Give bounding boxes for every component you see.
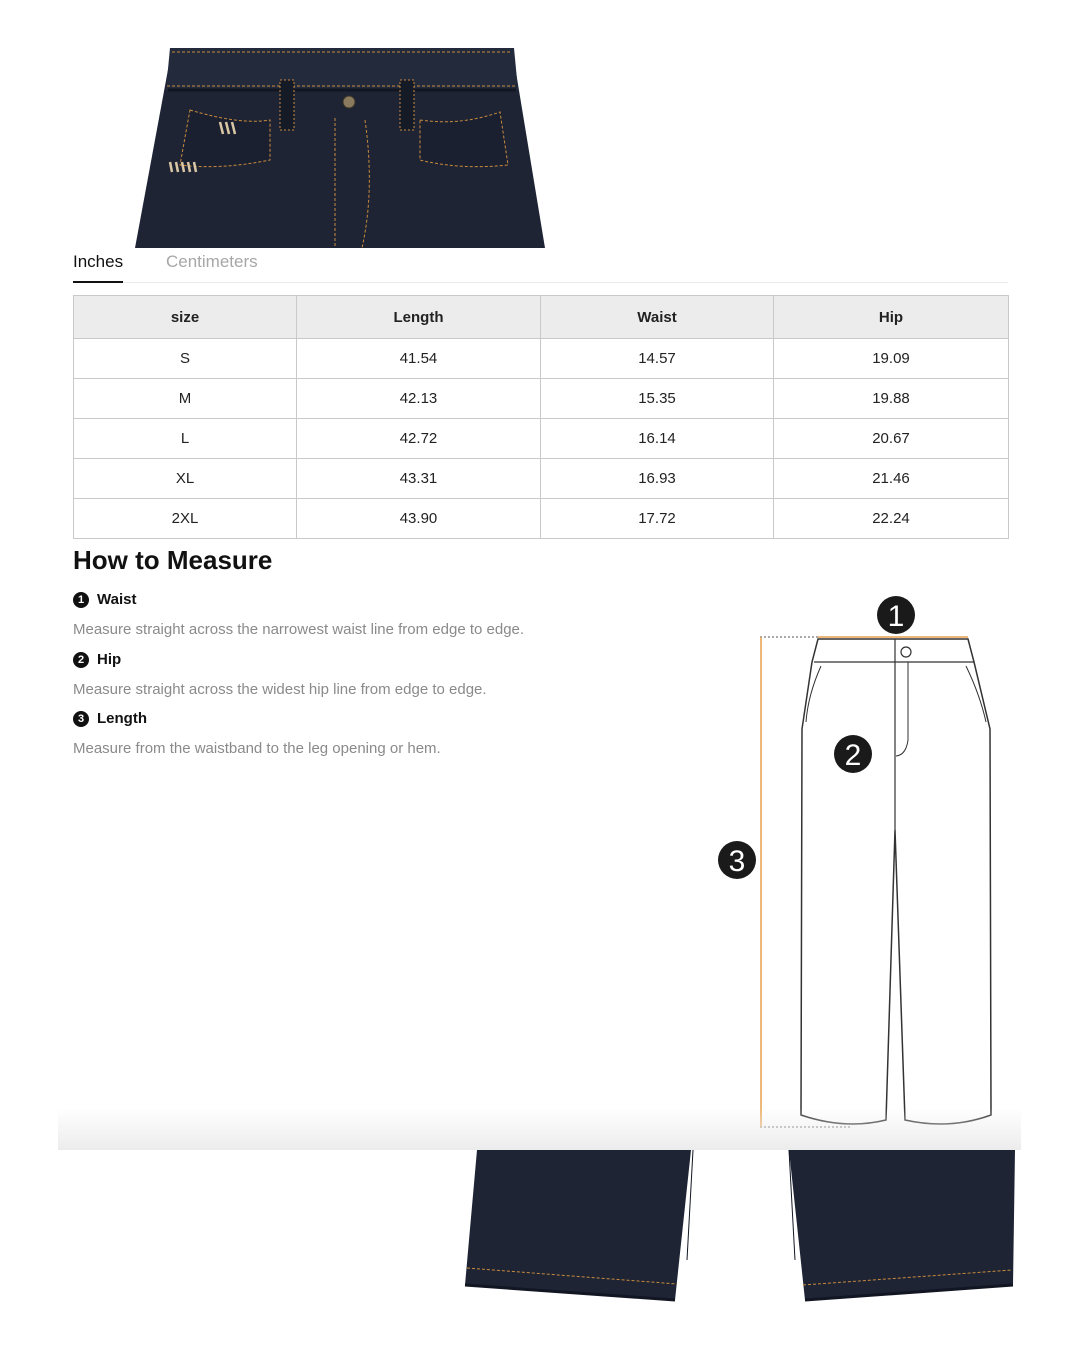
table-cell: XL [74, 459, 297, 499]
table-cell: M [74, 379, 297, 419]
jeans-bottom-photo [455, 1140, 1020, 1305]
unit-tabs [73, 248, 1008, 283]
table-cell: 2XL [74, 499, 297, 539]
number-one-badge-icon: 1 [73, 592, 89, 608]
measure-step-waist [73, 591, 524, 638]
table-cell: 19.09 [774, 339, 1009, 379]
table-row [74, 499, 1009, 539]
tab-inches[interactable]: Inches [73, 252, 123, 283]
table-cell: 17.72 [541, 499, 774, 539]
table-row [74, 419, 1009, 459]
how-to-measure-title: How to Measure [73, 545, 273, 575]
column-header-size: size [74, 296, 297, 339]
marker-three-label: 3 [728, 845, 746, 878]
jeans-top-photo [130, 40, 550, 250]
marker-three-icon [718, 841, 756, 879]
column-header-waist: Waist [541, 296, 774, 339]
marker-one-icon [877, 596, 915, 634]
step-label: Length [97, 710, 147, 727]
table-row [74, 379, 1009, 419]
step-description: Measure straight across the widest hip line from edge to edge. [73, 681, 487, 698]
table-header-row [74, 296, 1009, 339]
table-cell: 19.88 [774, 379, 1009, 419]
table-cell: 22.24 [774, 499, 1009, 539]
table-cell: L [74, 419, 297, 459]
table-cell: 42.13 [297, 379, 541, 419]
number-two-badge-icon: 2 [73, 652, 89, 668]
pants-measurement-diagram [700, 590, 1010, 1135]
step-description: Measure from the waistband to the leg opening or hem. [73, 740, 441, 757]
table-cell: 14.57 [541, 339, 774, 379]
column-header-length: Length [297, 296, 541, 339]
size-chart-table [73, 295, 1009, 539]
marker-two-label: 2 [844, 739, 862, 772]
table-cell: S [74, 339, 297, 379]
step-label: Hip [97, 651, 122, 668]
table-row [74, 459, 1009, 499]
table-cell: 16.93 [541, 459, 774, 499]
table-cell: 43.90 [297, 499, 541, 539]
step-label: Waist [97, 591, 137, 608]
marker-two-icon [834, 735, 872, 773]
number-three-badge-icon: 3 [73, 711, 89, 727]
table-cell: 42.72 [297, 419, 541, 459]
column-header-hip: Hip [774, 296, 1009, 339]
measure-step-length [73, 710, 441, 757]
table-cell: 41.54 [297, 339, 541, 379]
table-cell: 15.35 [541, 379, 774, 419]
measure-step-hip [73, 651, 487, 698]
table-cell: 20.67 [774, 419, 1009, 459]
table-row [74, 339, 1009, 379]
table-cell: 21.46 [774, 459, 1009, 499]
table-cell: 16.14 [541, 419, 774, 459]
tab-centimeters[interactable]: Centimeters [166, 252, 258, 271]
table-cell: 43.31 [297, 459, 541, 499]
marker-one-label: 1 [887, 600, 905, 633]
step-description: Measure straight across the narrowest waist line from edge to edge. [73, 621, 525, 638]
